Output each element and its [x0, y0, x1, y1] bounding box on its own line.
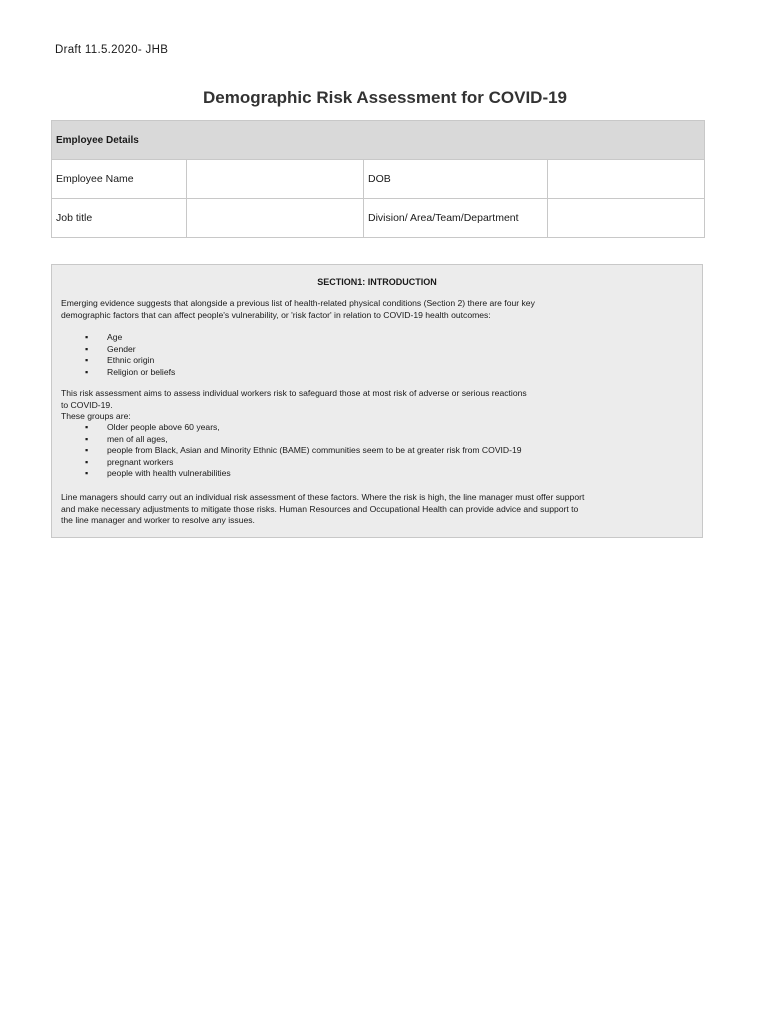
section1-introduction: [51, 264, 703, 538]
dob-field[interactable]: [548, 160, 704, 198]
job-title-label: Job title: [52, 199, 187, 237]
purpose-line: This risk assessment aims to assess individual workers risk to safeguard those at most risk of adverse or serious reactions: [61, 388, 527, 398]
intro-line: Emerging evidence suggests that alongside a previous list of health-related physical conditions (Section 2) there are four key: [61, 298, 535, 308]
list-item: ▪ Older people above 60 years,: [85, 422, 522, 434]
groups-list: [85, 422, 522, 480]
employee-details-table: [51, 120, 705, 238]
closing-line: the line manager and worker to resolve any issues.: [61, 515, 255, 525]
dob-label: DOB: [364, 160, 548, 198]
page-title: Demographic Risk Assessment for COVID-19: [202, 88, 568, 107]
factors-list: [85, 332, 175, 378]
list-item: ▪ Age: [85, 332, 175, 344]
closing-paragraph: [61, 492, 701, 527]
table-row: [52, 160, 704, 199]
list-item: ▪ people with health vulnerabilities: [85, 468, 522, 480]
draft-label: Draft 11.5.2020- JHB: [55, 44, 169, 56]
employee-name-label: Employee Name: [52, 160, 187, 198]
list-item: ▪ pregnant workers: [85, 457, 522, 469]
closing-line: Line managers should carry out an individual risk assessment of these factors. Where the risk is high, the line manager must offer support: [61, 492, 585, 502]
list-item: ▪ people from Black, Asian and Minority Ethnic (BAME) communities seem to be at greater risk from COVID-19: [85, 445, 522, 457]
list-item: ▪ Ethnic origin: [85, 355, 175, 367]
table-row: [52, 199, 704, 237]
purpose-paragraph: [61, 388, 701, 423]
section1-title: SECTION1: INTRODUCTION: [317, 277, 437, 287]
purpose-line: to COVID-19.: [61, 399, 113, 410]
list-item: ▪ men of all ages,: [85, 434, 522, 446]
division-label: Division/ Area/Team/Department: [364, 199, 548, 237]
employee-details-header: Employee Details: [52, 121, 704, 160]
closing-line: and make necessary adjustments to mitigate those risks. Human Resources and Occupational Health can provide advice and support to: [61, 503, 579, 514]
division-field[interactable]: [548, 199, 704, 237]
intro-line: demographic factors that can affect people's vulnerability, or 'risk factor' in relation to COVID-19 health outcomes:: [61, 309, 491, 320]
list-item: ▪ Gender: [85, 344, 175, 356]
list-item: ▪ Religion or beliefs: [85, 367, 175, 379]
intro-paragraph: [61, 298, 701, 321]
employee-name-field[interactable]: [187, 160, 364, 198]
groups-intro: These groups are:: [61, 411, 131, 421]
job-title-field[interactable]: [187, 199, 364, 237]
